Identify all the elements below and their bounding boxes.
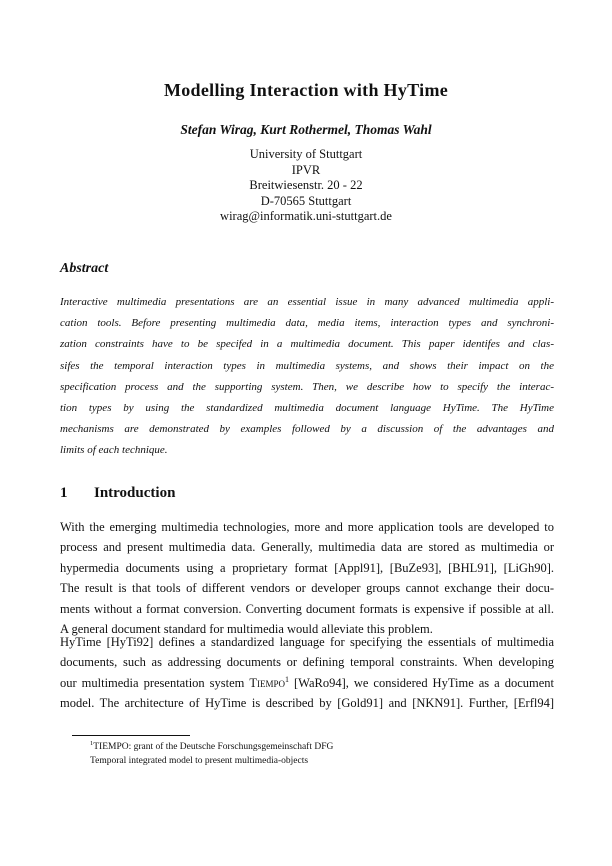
- body-text: [WaRo94], we considered HyTime as a document: [289, 675, 554, 690]
- body-line: documents, such as addressing documents or defining temporal constraints. When developing: [60, 655, 554, 670]
- intro-paragraph-2: [60, 632, 554, 714]
- body-line: HyTime [HyTi92] defines a standardized language for specifying the essentials of multimedia: [60, 635, 554, 649]
- abstract-line: sifes the temporal interaction types in multimedia systems, and shows their impact on the: [60, 359, 554, 372]
- abstract-line: limits of each technique.: [60, 444, 168, 457]
- abstract-line: specification process and the supporting system. Then, we describe how to specify the interac-: [60, 380, 554, 393]
- affiliation-city: D-70565 Stuttgart: [260, 193, 352, 208]
- footnote-line: Temporal integrated model to present multimedia-objects: [90, 756, 309, 766]
- affiliation-institute: IPVR: [291, 162, 321, 177]
- footnote-marker[interactable]: 1: [285, 674, 289, 684]
- footnote: [90, 740, 333, 768]
- abstract-line: Interactive multimedia presentations are an essential issue in many advanced multimedia appli-: [60, 296, 554, 308]
- affiliation-email: wirag@informatik.uni-stuttgart.de: [220, 209, 392, 223]
- body-line: With the emerging multimedia technologies, more and more application tools are developed to: [60, 520, 554, 534]
- section-title: Introduction: [94, 485, 176, 501]
- abstract-line: cation tools. Before presenting multimedia data, media items, interaction types and synchroni-: [60, 317, 554, 330]
- affiliation-block: [0, 147, 612, 225]
- intro-paragraph-1: [60, 517, 554, 639]
- paper-title: Modelling Interaction with HyTime: [163, 80, 449, 100]
- abstract-text: [60, 292, 554, 462]
- section-number: 1: [60, 485, 68, 501]
- abstract-line: zation constraints have to be specifed in a multimedia document. This paper identifes and clas-: [60, 338, 554, 351]
- affiliation-street: Breitwiesenstr. 20 - 22: [249, 178, 363, 192]
- body-line: [60, 673, 554, 693]
- author-list: Stefan Wirag, Kurt Rothermel, Thomas Wahl: [180, 122, 432, 137]
- body-line: process and present multimedia data. Generally, multimedia data are stored as multimedia or: [60, 540, 554, 555]
- footnote-number: 1: [90, 740, 94, 747]
- system-name: Tiempo: [249, 675, 285, 690]
- body-line: ments without a format conversion. Converting document formats is expensive if possible at all.: [60, 601, 554, 616]
- footnote-divider: [72, 735, 190, 736]
- abstract-line: mechanisms are demonstrated by examples followed by a discussion of the advantages and: [60, 423, 554, 436]
- section-heading-introduction: [60, 485, 175, 502]
- abstract-heading: Abstract: [60, 261, 109, 276]
- body-line: A general document standard for multimedia would alleviate this problem.: [60, 622, 433, 637]
- footnote-line: [90, 740, 333, 754]
- footnote-text: TIEMPO: grant of the Deutsche Forschungsgemeinschaft DFG: [93, 742, 334, 752]
- body-line: model. The architecture of HyTime is described by [Gold91] and [NKN91]. Further, [Erfl94]: [60, 696, 554, 711]
- body-text: our multimedia presentation system: [60, 675, 250, 690]
- affiliation-university: University of Stuttgart: [249, 147, 363, 161]
- abstract-line: tion types by using the standardized multimedia document language HyTime. The HyTime: [60, 402, 554, 415]
- body-line: The result is that tools of different vendors or developer groups cannot exchange their docu-: [60, 581, 554, 596]
- body-line: hypermedia documents using a proprietary format [Appl91], [BuZe93], [BHL91], [LiGh90].: [60, 560, 554, 575]
